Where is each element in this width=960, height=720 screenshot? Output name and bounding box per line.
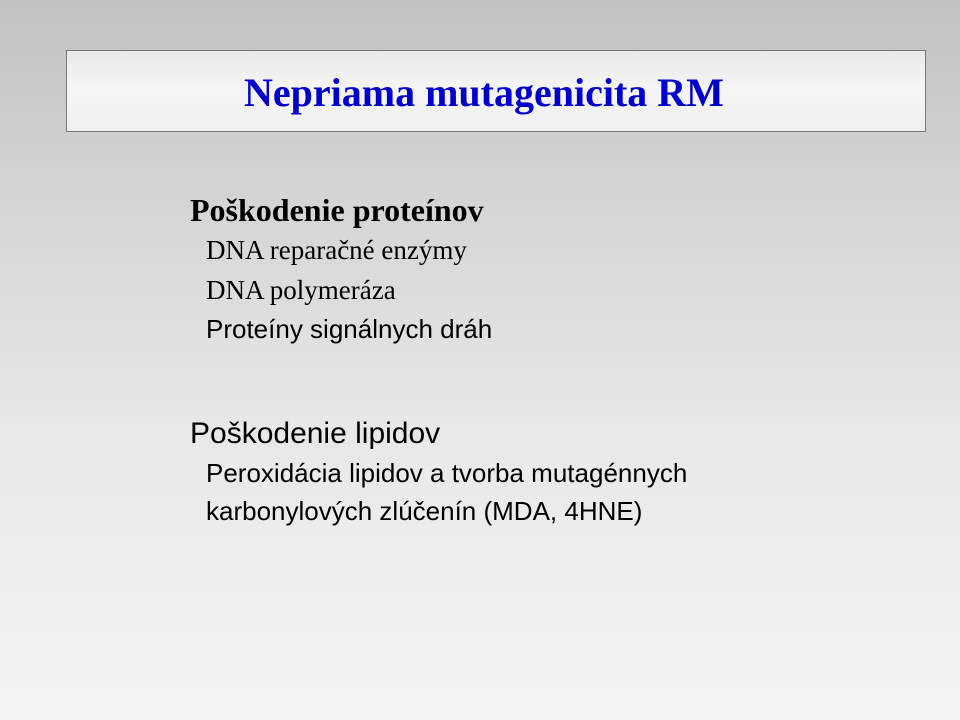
section-heading: Poškodenie lipidov (190, 417, 441, 450)
section-protein-damage (190, 190, 492, 348)
item-list (190, 454, 687, 530)
list-item: Peroxidácia lipidov a tvorba mutagénnych (206, 458, 688, 488)
section-lipid-damage (190, 414, 687, 530)
list-item: Proteíny signálnych dráh (206, 314, 493, 344)
item-list (190, 230, 492, 348)
list-item: karbonylových zlúčenín (MDA, 4HNE) (206, 496, 643, 526)
title-box (66, 50, 926, 132)
list-item: DNA reparačné enzýmy (206, 235, 467, 265)
slide-title: Nepriama mutagenicita RM (244, 70, 724, 115)
list-item: DNA polymeráza (206, 275, 396, 305)
section-heading: Poškodenie proteínov (190, 192, 484, 228)
